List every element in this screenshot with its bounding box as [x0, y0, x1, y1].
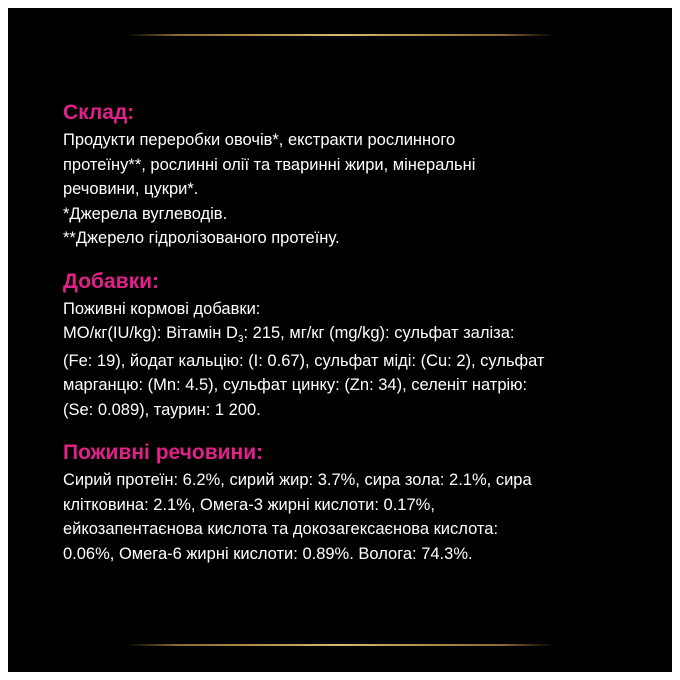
additives-line: Поживні кормові добавки:	[63, 299, 261, 318]
bottom-gold-divider	[126, 644, 554, 646]
composition-line: протеїну**, рослинні олії та тваринні жири, мінеральні	[63, 155, 476, 174]
nutrients-line: 0.06%, Омега-6 жирні кислоти: 0.89%. Волога: 74.3%.	[63, 544, 473, 563]
additives-line: (Fe: 19), йодат кальцію: (I: 0.67), сульфат міді: (Cu: 2), сульфат	[63, 351, 545, 370]
top-gold-divider	[126, 34, 554, 36]
nutrients-section	[63, 440, 658, 566]
label-panel	[8, 8, 672, 672]
nutrients-line: ейкозапентаєнова кислота та докозагексаєнова кислота:	[63, 520, 499, 538]
nutrients-heading: Поживні речовини:	[63, 441, 264, 464]
additives-section	[63, 269, 658, 423]
composition-section	[63, 100, 658, 251]
nutrients-line: клітковина: 2.1%, Омега-3 жирні кислоти: 0.17%,	[63, 495, 435, 514]
composition-line: Продукти переробки овочів*, екстракти рослинного	[63, 131, 456, 149]
additives-line: (Se: 0.089), таурин: 1 200.	[63, 400, 261, 419]
additives-heading: Добавки:	[63, 269, 160, 293]
additives-line: марганцю: (Mn: 4.5), сульфат цинку: (Zn: 34), селеніт натрію:	[63, 376, 528, 394]
nutrients-line: Сирий протеїн: 6.2%, сирий жир: 3.7%, сира зола: 2.1%, сира	[63, 471, 532, 489]
additives-line	[63, 321, 658, 349]
additives-text: МО/кг(IU/kg): Вітамін D	[63, 324, 238, 342]
composition-heading: Склад:	[63, 101, 135, 124]
composition-footnote: *Джерела вуглеводів.	[63, 204, 228, 223]
additives-text: : 215, мг/кг (mg/kg): сульфат заліза:	[243, 324, 515, 342]
subscript: 3	[237, 334, 244, 345]
composition-line: речовини, цукри*.	[63, 180, 199, 198]
label-content	[63, 100, 658, 566]
composition-footnote: **Джерело гідролізованого протеїну.	[63, 229, 340, 247]
